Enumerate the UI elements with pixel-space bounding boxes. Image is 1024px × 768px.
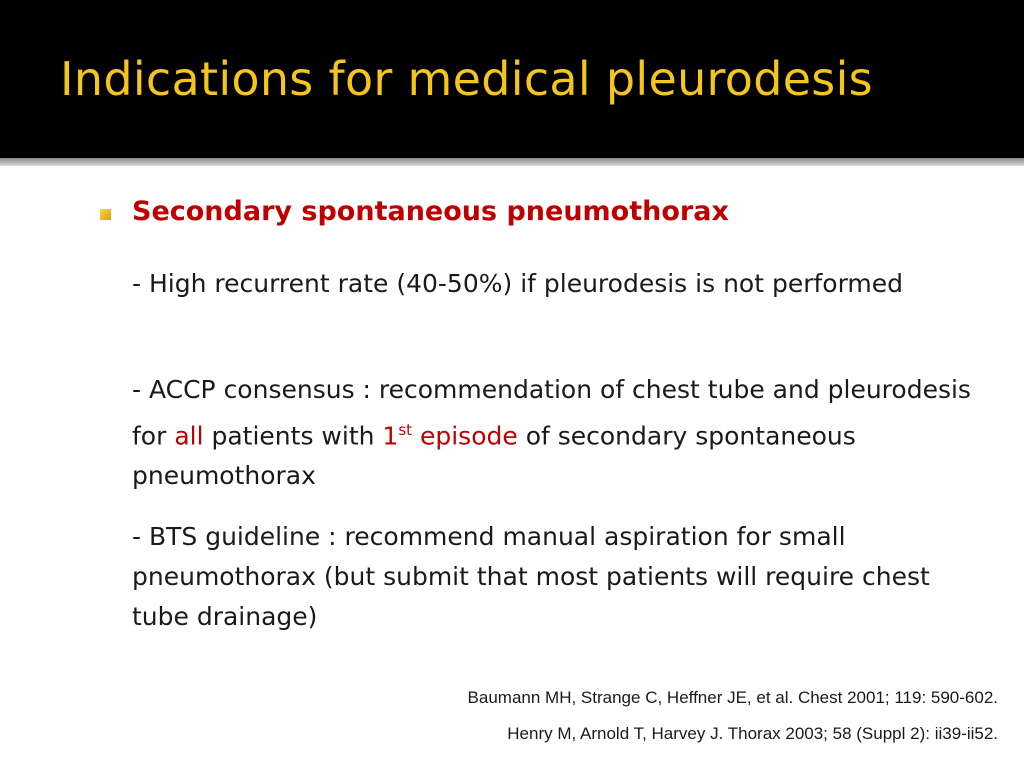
slide-title: Indications for medical pleurodesis bbox=[60, 52, 873, 106]
reference-baumann: Baumann MH, Strange C, Heffner JE, et al. Chest 2001; 119: 590-602. bbox=[467, 688, 998, 707]
accp-text-2: patients with bbox=[203, 421, 383, 451]
bullet-heading: Secondary spontaneous pneumothorax bbox=[132, 196, 729, 227]
highlight-ordinal-number: 1 bbox=[382, 421, 399, 451]
accp-text-3: of secondary spontaneous pneumothorax bbox=[132, 421, 856, 491]
paragraph-accp bbox=[132, 370, 992, 496]
square-bullet-icon bbox=[100, 209, 111, 220]
reference-henry: Henry M, Arnold T, Harvey J. Thorax 2003; 58 (Suppl 2): ii39-ii52. bbox=[507, 724, 998, 743]
title-bar bbox=[0, 0, 1024, 158]
highlight-all: all bbox=[174, 421, 204, 451]
accp-text-1: - ACCP consensus : recommendation of chest tube and pleurodesis for bbox=[132, 375, 971, 451]
paragraph-recurrence: - High recurrent rate (40-50%) if pleurodesis is not performed bbox=[132, 269, 904, 298]
highlight-episode: episode bbox=[412, 421, 518, 451]
paragraph-bts: - BTS guideline : recommend manual aspiration for small pneumothorax (but submit that most patients will require chest tube drainage) bbox=[132, 522, 930, 631]
title-divider bbox=[0, 158, 1024, 166]
highlight-ordinal-suffix: st bbox=[398, 421, 413, 439]
